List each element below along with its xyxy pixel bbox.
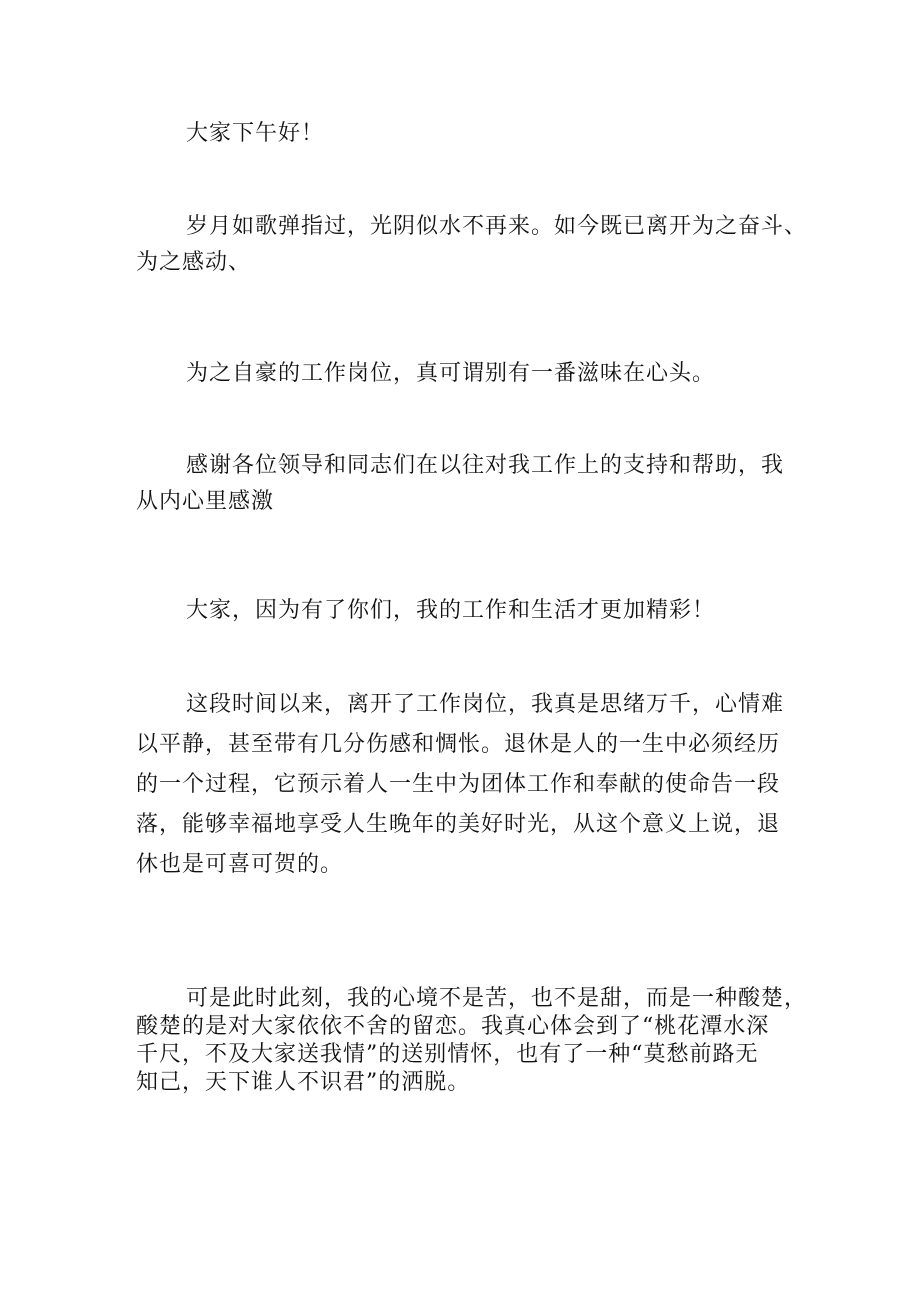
paragraph-line: 酸楚的是对大家依依不舍的留恋。我真心体会到了“桃花潭水深 [136, 1014, 770, 1039]
paragraph-line: 大家下午好！ [186, 121, 325, 146]
paragraph-feelings [136, 985, 808, 1097]
paragraph-greeting [136, 116, 796, 152]
paragraph-retirement [136, 685, 796, 885]
paragraph-line: 落，能够幸福地享受人生晚年的美好时光，从这个意义上说，退 [136, 812, 781, 837]
paragraph-proud [136, 356, 796, 392]
paragraph-line: 千尺，不及大家送我情”的送别情怀，也有了一种“莫愁前路无 [136, 1042, 759, 1067]
paragraph-line: 为之感动、 [136, 250, 252, 275]
paragraph-line: 这段时间以来，离开了工作岗位，我真是思绪万千，心情难 [186, 692, 785, 717]
paragraph-line: 的一个过程，它预示着人一生中为团体工作和奉献的使命告一段 [136, 772, 781, 797]
paragraph-line: 感谢各位领导和同志们在以往对我工作上的支持和帮助，我 [186, 453, 785, 478]
paragraph-years [136, 209, 808, 281]
paragraph-line: 为之自豪的工作岗位，真可谓别有一番滋味在心头。 [186, 361, 716, 386]
paragraph-line: 以平静，甚至带有几分伤感和惆怅。退休是人的一生中必须经历 [136, 732, 781, 757]
paragraph-line: 休也是可喜可贺的。 [136, 852, 344, 877]
paragraph-line: 知己，天下谁人不识君”的洒脱。 [136, 1070, 471, 1095]
paragraph-line: 大家，因为有了你们，我的工作和生活才更加精彩！ [186, 598, 716, 623]
paragraph-everyone [136, 593, 796, 629]
paragraph-line: 可是此时此刻，我的心境不是苦，也不是甜，而是一种酸楚， [186, 986, 808, 1011]
paragraph-thanks [136, 448, 796, 520]
paragraph-line: 从内心里感激 [136, 489, 275, 514]
paragraph-line: 岁月如歌弹指过，光阴似水不再来。如今既已离开为之奋斗、 [186, 214, 808, 239]
